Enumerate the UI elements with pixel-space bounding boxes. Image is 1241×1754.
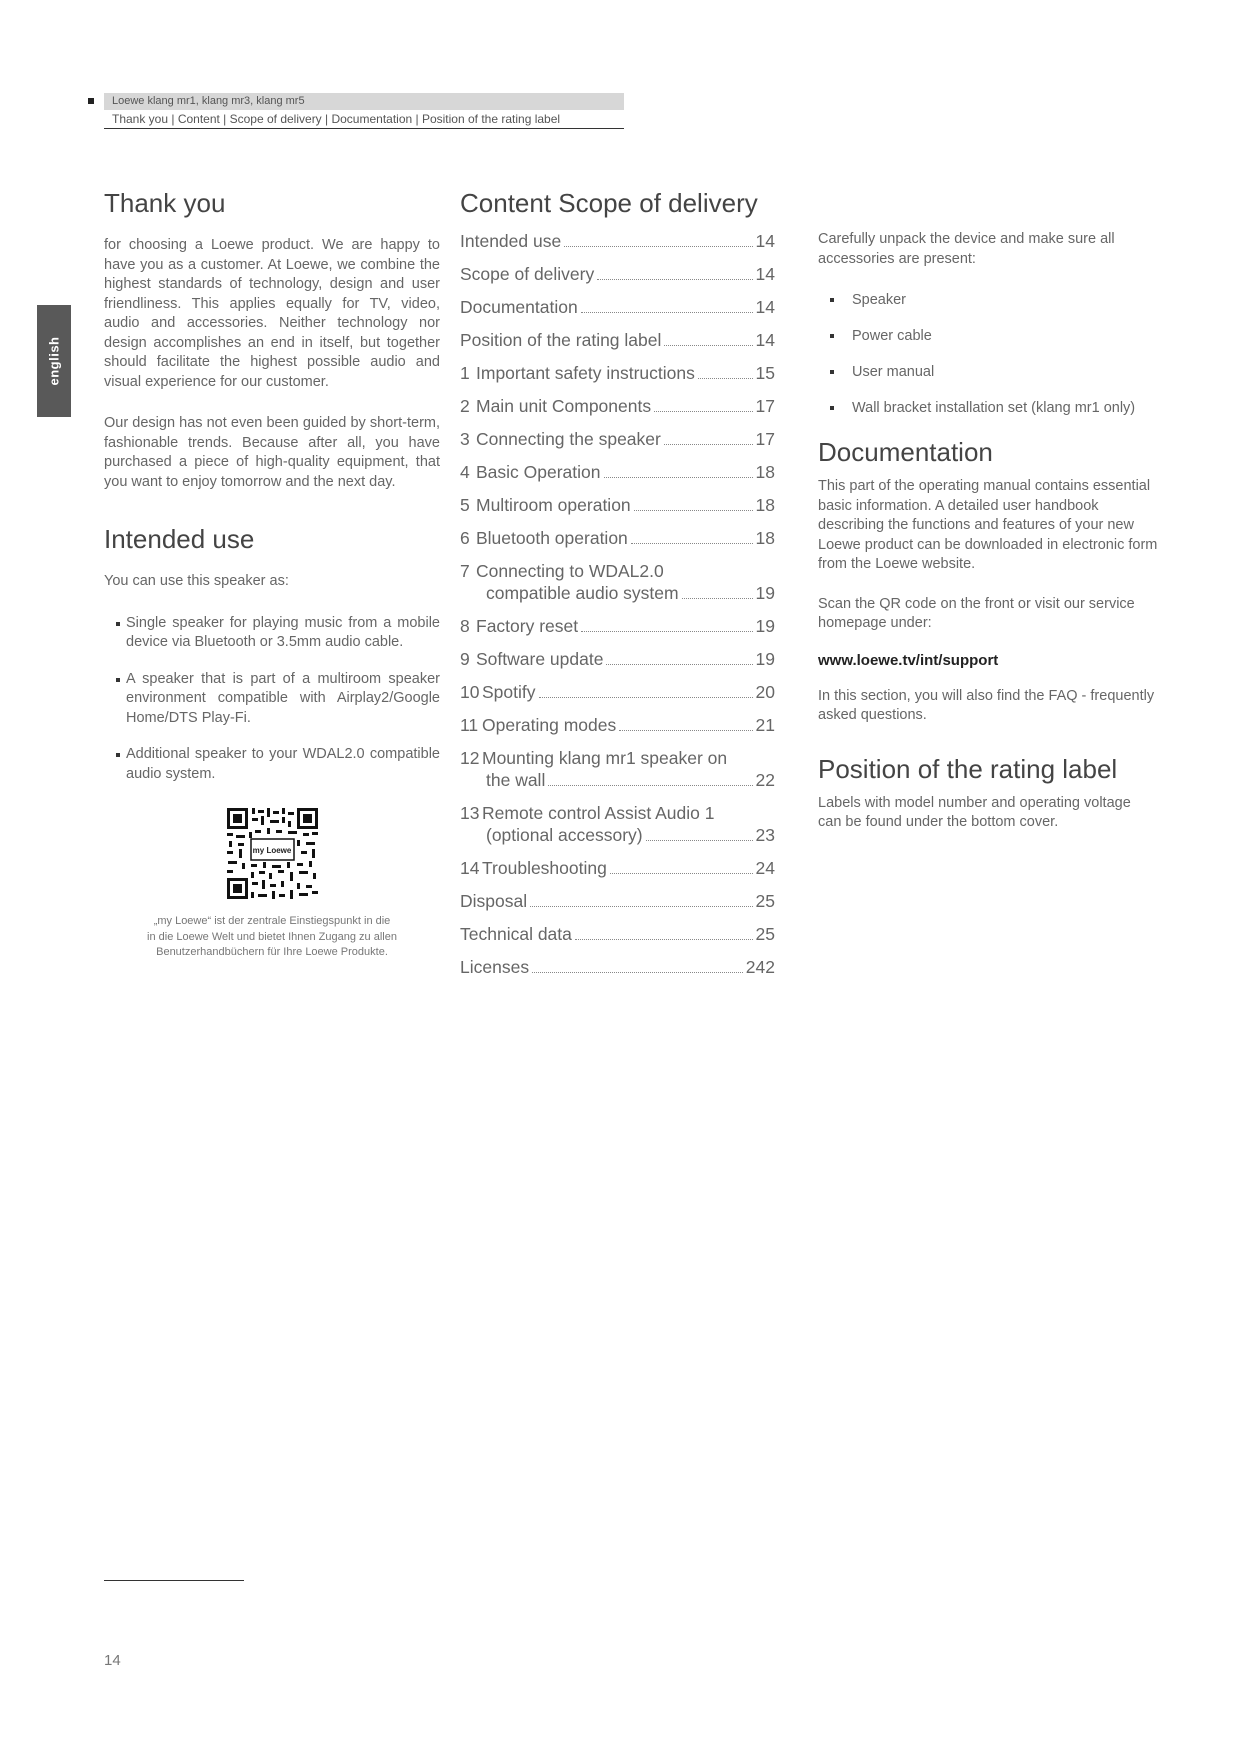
toc-number: 11	[460, 715, 479, 735]
header-breadcrumb: Thank you | Content | Scope of delivery | Documentation | Position of the rating label	[112, 112, 561, 126]
toc-leader	[631, 543, 753, 544]
toc-page: 25	[755, 924, 775, 944]
toc-number: 13	[460, 803, 480, 823]
toc-entry[interactable]	[460, 857, 775, 879]
documentation-faq-text: In this section, you will also find the FAQ - frequently asked questions.	[818, 687, 1155, 723]
toc-entry[interactable]	[460, 714, 775, 736]
toc-label: compatible audio system	[486, 583, 679, 603]
toc-entry[interactable]	[460, 802, 775, 846]
toc-page: 21	[755, 715, 775, 735]
toc-leader	[682, 598, 753, 599]
list-item: Power cable	[818, 327, 1158, 346]
toc-entry[interactable]	[460, 296, 775, 318]
toc-entry[interactable]	[460, 494, 775, 516]
toc-leader	[654, 411, 752, 412]
toc-page: 19	[755, 616, 775, 636]
toc-page: 242	[745, 957, 775, 977]
toc-number: 2	[460, 396, 470, 416]
toc-page: 14	[755, 330, 775, 350]
toc-leader	[539, 697, 753, 698]
header-title: Loewe klang mr1, klang mr3, klang mr5	[104, 93, 624, 110]
toc-entry[interactable]	[460, 648, 775, 670]
toc-entry[interactable]	[460, 395, 775, 417]
documentation-text: This part of the operating manual contains essential basic information. A detailed user handbook describing the functions and features of your new Loewe product can be downloaded in electronic form from the Loewe website.	[818, 478, 1158, 572]
toc-leader	[646, 840, 753, 841]
toc-label: Technical data	[460, 924, 572, 944]
header-rule	[104, 128, 624, 129]
toc-label: the wall	[486, 770, 546, 790]
intended-use-heading: Intended use	[104, 524, 255, 554]
toc-label: Main unit Components	[476, 396, 652, 416]
toc-page: 19	[755, 583, 775, 603]
column-left	[104, 186, 440, 961]
toc-entry[interactable]	[460, 329, 775, 351]
toc-page: 22	[755, 770, 775, 790]
toc-number: 6	[460, 528, 470, 548]
toc-leader	[604, 477, 753, 478]
qr-caption	[104, 914, 440, 961]
toc-label: (optional accessory)	[486, 825, 643, 845]
list-item: A speaker that is part of a multiroom speaker environment compatible with Airplay2/Google Home/DTS Play-Fi.	[104, 670, 440, 729]
rating-label-text: Labels with model number and operating voltage can be found under the bottom cover.	[818, 794, 1131, 830]
toc-page: 18	[755, 462, 775, 482]
toc-entry[interactable]	[460, 527, 775, 549]
toc-number: 10	[460, 682, 480, 702]
thank-you-heading: Thank you	[104, 188, 226, 218]
toc-number: 7	[460, 561, 470, 581]
qr-block	[104, 806, 440, 961]
toc-label: Basic Operation	[476, 462, 601, 482]
toc-leader	[610, 873, 753, 874]
toc-leader	[581, 312, 753, 313]
toc-number: 12	[460, 748, 480, 768]
toc-entry[interactable]	[460, 747, 775, 791]
toc-number: 14	[460, 858, 480, 878]
qr-caption-line: „my Loewe“ ist der zentrale Einstiegspunkt in die	[153, 915, 391, 927]
toc-label: Factory reset	[476, 616, 579, 636]
toc-leader	[564, 246, 752, 247]
toc-page: 24	[755, 858, 775, 878]
toc-leader	[664, 444, 753, 445]
support-link[interactable]: www.loewe.tv/int/support	[818, 651, 999, 669]
toc-leader	[664, 345, 752, 346]
qr-code-icon[interactable]	[225, 806, 320, 901]
toc-page: 18	[755, 495, 775, 515]
toc-label: Multiroom operation	[476, 495, 631, 515]
toc-leader	[581, 631, 752, 632]
toc-page: 14	[755, 264, 775, 284]
qr-caption-line: Benutzerhandbüchern für Ihre Loewe Produkte.	[156, 946, 388, 958]
toc-entry[interactable]	[460, 681, 775, 703]
toc-leader	[619, 730, 752, 731]
toc-page: 14	[755, 231, 775, 251]
scope-intro: Carefully unpack the device and make sure all accessories are present:	[818, 231, 1115, 267]
toc-label: Operating modes	[482, 715, 617, 735]
toc-label: Software update	[476, 649, 604, 669]
toc-entry[interactable]	[460, 956, 775, 978]
toc-leader	[530, 906, 752, 907]
documentation-scan-text: Scan the QR code on the front or visit our service homepage under:	[818, 595, 1135, 631]
toc-label: Remote control Assist Audio 1	[482, 803, 715, 823]
toc-leader	[575, 939, 753, 940]
footnote-rule	[104, 1580, 244, 1581]
toc-entry[interactable]	[460, 923, 775, 945]
toc-leader	[606, 664, 752, 665]
toc-page: 15	[755, 363, 775, 383]
list-item: Single speaker for playing music from a mobile device via Bluetooth or 3.5mm audio cable.	[104, 614, 440, 653]
toc-heading: Content Scope of delivery	[460, 188, 758, 218]
toc-page: 25	[755, 891, 775, 911]
toc-entry[interactable]	[460, 428, 775, 450]
toc-number: 8	[460, 616, 470, 636]
toc-entry[interactable]	[460, 362, 775, 384]
thank-you-design: Our design has not even been guided by short-term, fashionable trends. Because after all, you have purchased a piece of high-quality equipment, that you want to enjoy tomorrow and the next day.	[104, 415, 440, 490]
toc-entry[interactable]	[460, 461, 775, 483]
toc-number: 9	[460, 649, 470, 669]
toc-entry[interactable]	[460, 263, 775, 285]
toc-number: 1	[460, 363, 470, 383]
toc-number: 3	[460, 429, 470, 449]
list-item: Speaker	[818, 291, 1158, 310]
qr-label: my Loewe	[252, 846, 292, 855]
toc-page: 20	[755, 682, 775, 702]
rating-label-heading: Position of the rating label	[818, 753, 1118, 784]
toc-page: 23	[755, 825, 775, 845]
toc-number: 5	[460, 495, 470, 515]
thank-you-intro: for choosing a Loewe product. We are happy to have you as a customer. At Loewe, we combine the highest standards of technology, design and user friendliness. This applies equally for TV, video, audio and accessories. Neither technology nor design accomplishes an end in itself, but together should facilitate the highest possible audio and visual experience for our customer.	[104, 237, 440, 390]
intended-use-intro: You can use this speaker as:	[104, 573, 289, 589]
toc-label: Connecting the speaker	[476, 429, 661, 449]
toc-label: Position of the rating label	[460, 330, 662, 350]
toc-page: 19	[755, 649, 775, 669]
toc-page: 17	[755, 396, 775, 416]
header-bullet	[88, 98, 94, 104]
page-number: 14	[104, 1652, 121, 1669]
toc-leader	[634, 510, 753, 511]
toc-leader	[698, 378, 753, 379]
toc-label: Troubleshooting	[482, 858, 607, 878]
toc-leader	[597, 279, 752, 280]
toc-label: Disposal	[460, 891, 528, 911]
toc-label: Intended use	[460, 231, 562, 251]
toc-entry[interactable]	[460, 615, 775, 637]
toc-label: Connecting to WDAL2.0	[476, 561, 664, 581]
language-tab	[37, 305, 71, 417]
list-item: User manual	[818, 363, 1158, 382]
toc-label: Spotify	[482, 682, 536, 702]
intended-use-list	[104, 614, 440, 785]
toc-page: 18	[755, 528, 775, 548]
list-item: Wall bracket installation set (klang mr1 only)	[818, 399, 1158, 418]
column-middle	[460, 186, 775, 989]
toc-entry[interactable]	[460, 890, 775, 912]
toc-leader	[548, 785, 752, 786]
language-tab-label: english	[46, 336, 62, 386]
documentation-heading: Documentation	[818, 437, 993, 467]
toc-label: Scope of delivery	[460, 264, 595, 284]
toc-leader	[532, 972, 743, 973]
scope-list	[818, 291, 1158, 418]
toc-label: Bluetooth operation	[476, 528, 628, 548]
toc-label: Licenses	[460, 957, 530, 977]
toc-entry[interactable]	[460, 230, 775, 252]
toc-label: Important safety instructions	[476, 363, 695, 383]
list-item: Additional speaker to your WDAL2.0 compatible audio system.	[104, 745, 440, 784]
toc-label: Mounting klang mr1 speaker on	[482, 748, 728, 768]
toc-page: 14	[755, 297, 775, 317]
toc-page: 17	[755, 429, 775, 449]
qr-caption-line: in die Loewe Welt und bietet Ihnen Zugang zu allen	[147, 930, 397, 943]
toc-number: 4	[460, 462, 470, 482]
table-of-contents	[460, 230, 775, 978]
column-right	[818, 186, 1158, 833]
toc-label: Documentation	[460, 297, 578, 317]
toc-entry[interactable]	[460, 560, 775, 604]
